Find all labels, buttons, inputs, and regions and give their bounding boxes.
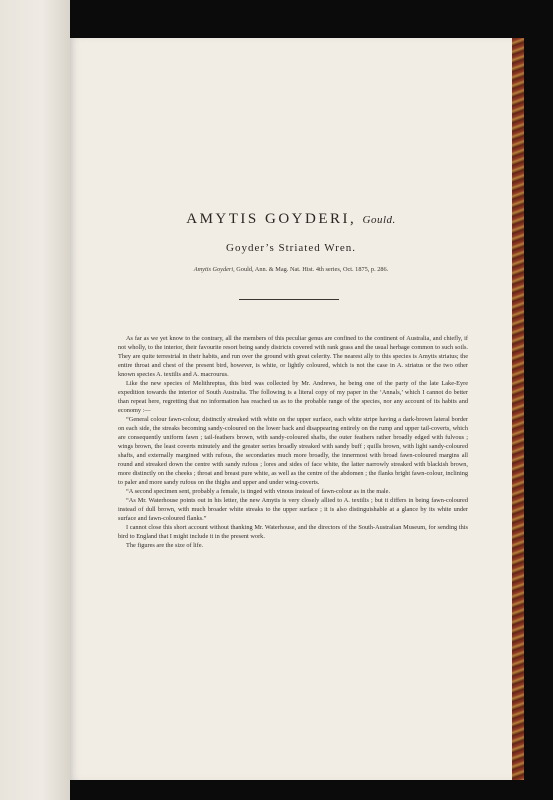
species-title: AMYTIS GOYDERI, <box>186 211 357 227</box>
paragraph-3: “General colour fawn-colour, distinctly streaked with white on the upper surface, each white stripe having a dark-brown lateral border on each side, the streaks becoming sandy-coloured on the lower back and disappearing entirely on the rump and upper tail-coverts, which are consequently uniform fawn ; tail-feathers brown, with sandy-coloured shafts, the outer feathers rather broadly edged with fulvous ; wings brown, the least coverts minutely and the greater series broadly streaked with sandy buff ; quills brown, with light sandy-coloured shafts, and externally margined with rufous, the secondaries much more broadly, the innermost with broad fawn-coloured margins all round and streaked down the centre with sandy rufous ; lores and sides of face white, the latter narrowly streaked with blackish brown, more distinctly on the cheeks ; throat and breast pure white, as well as the centre of the abdomen ; the flanks bright fawn-colour, inclining to paler and more sandy rufous on the thighs and upper and under wing-coverts. <box>118 416 468 486</box>
paragraph-1: As far as we yet know to the contrary, all the members of this peculiar genus are confined to the continent of Australia, and chiefly, if not wholly, to the interior, their favourite resort being sandy districts covered with rank grass and the usual herbage common to such soils. They are quite terrestrial in their habits, and run over the ground with great celerity. The nearest ally to this species is Amytis striatus; the entire throat and chest of the present bird, however, is white, or lightly coloured, which is not the case in A. striatus or the two other known species A. textilis and A. macrourus. <box>118 335 468 378</box>
paragraph-2: Like the new species of Melithreptus, this bird was collected by Mr. Andrews, he being one of the party of the late Lake-Eyre expedition towards the interior of South Australia. The following is a literal copy of my paper in the ‘Annals,’ which I cannot do better than repeat here, regretting that no information has reached us as to the probable range of the species, nor any account of its habits and economy :— <box>118 380 468 414</box>
book-page <box>70 38 512 780</box>
citation-species: Amytis Goyderi, <box>193 266 235 273</box>
citation-reference: Gould, Ann. & Mag. Nat. Hist. 4th series, Oct. 1875, p. 286. <box>236 266 389 273</box>
marbled-cover-edge <box>512 38 524 780</box>
facing-page-edge <box>0 0 70 800</box>
paragraph-6: I cannot close this short account without thanking Mr. Waterhouse, and the directors of the South-Australian Museum, for sending this bird to England that I might include it in the present work. <box>118 524 468 540</box>
author-name: Gould. <box>362 214 396 226</box>
divider-rule <box>239 299 339 300</box>
common-name: Goyder’s Striated Wren. <box>226 242 356 254</box>
paragraph-4: “A second specimen sent, probably a female, is tinged with vinous instead of fawn-colour as in the male. <box>126 488 391 495</box>
citation <box>70 266 512 273</box>
body-text <box>118 334 468 550</box>
page-title <box>70 211 512 228</box>
paragraph-7: The figures are the size of life. <box>126 542 204 549</box>
paragraph-5: “As Mr. Waterhouse points out in his letter, the new Amytis is very closely allied to A. textilis ; but it differs in being fawn-coloured instead of dull brown, with much broader white streaks to the upper surface ; it is also distinguishable at a glance by its white under surface and fawn-coloured flanks.” <box>118 497 468 522</box>
